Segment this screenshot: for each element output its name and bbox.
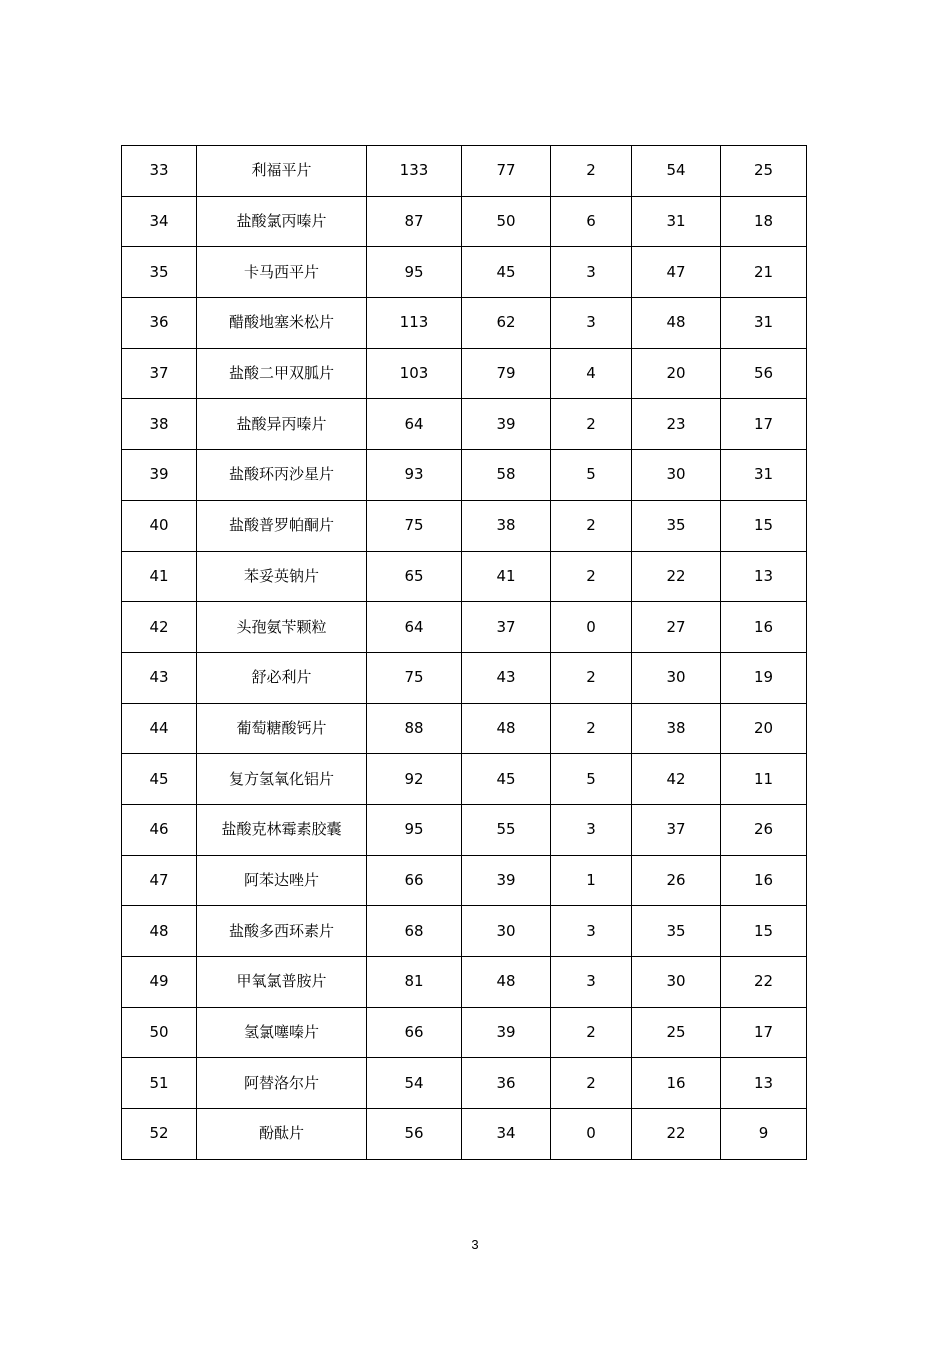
table-cell-value-4: 38 [632,703,721,754]
table-body [122,146,807,1160]
table-row [122,146,807,197]
table-cell-value-3: 5 [551,754,632,805]
table-cell-value-1: 64 [367,399,462,450]
table-cell-drug-name: 利福平片 [197,146,367,197]
table-cell-value-2: 36 [462,1058,551,1109]
table-cell-value-5: 17 [721,399,807,450]
table-cell-value-5: 18 [721,196,807,247]
table-cell-row-index: 48 [122,906,197,957]
table-row [122,602,807,653]
table-cell-row-index: 37 [122,348,197,399]
table-row [122,1058,807,1109]
table-cell-value-5: 20 [721,703,807,754]
table-cell-drug-name: 盐酸环丙沙星片 [197,450,367,501]
table-cell-value-3: 2 [551,399,632,450]
table-row [122,500,807,551]
table-row [122,450,807,501]
table-cell-value-5: 25 [721,146,807,197]
table-cell-value-1: 68 [367,906,462,957]
table-cell-drug-name: 舒必利片 [197,652,367,703]
table-cell-value-2: 58 [462,450,551,501]
table-row [122,1007,807,1058]
table-cell-row-index: 35 [122,247,197,298]
table-cell-value-1: 81 [367,957,462,1008]
table-cell-value-4: 30 [632,652,721,703]
table-cell-row-index: 33 [122,146,197,197]
table-cell-value-2: 34 [462,1109,551,1160]
table-row [122,703,807,754]
table-cell-value-2: 38 [462,500,551,551]
table-cell-value-2: 43 [462,652,551,703]
table-cell-value-2: 30 [462,906,551,957]
table-cell-drug-name: 头孢氨苄颗粒 [197,602,367,653]
table-cell-value-5: 9 [721,1109,807,1160]
table-cell-value-2: 39 [462,399,551,450]
table-cell-value-3: 5 [551,450,632,501]
table-cell-value-1: 65 [367,551,462,602]
table-cell-drug-name: 盐酸普罗帕酮片 [197,500,367,551]
table-cell-row-index: 39 [122,450,197,501]
table-cell-drug-name: 盐酸异丙嗪片 [197,399,367,450]
table-cell-row-index: 46 [122,804,197,855]
table-cell-drug-name: 盐酸克林霉素胶囊 [197,804,367,855]
table-cell-value-1: 66 [367,855,462,906]
table-cell-value-2: 50 [462,196,551,247]
table-cell-value-5: 15 [721,906,807,957]
table-cell-value-5: 19 [721,652,807,703]
table-cell-value-3: 2 [551,500,632,551]
table-row [122,247,807,298]
table-cell-value-3: 6 [551,196,632,247]
table-cell-drug-name: 盐酸氯丙嗪片 [197,196,367,247]
table-cell-row-index: 38 [122,399,197,450]
table-cell-drug-name: 阿苯达唑片 [197,855,367,906]
table-cell-drug-name: 氢氯噻嗪片 [197,1007,367,1058]
table-cell-value-4: 31 [632,196,721,247]
table-row [122,1109,807,1160]
table-cell-row-index: 44 [122,703,197,754]
table-cell-row-index: 51 [122,1058,197,1109]
table-cell-drug-name: 阿替洛尔片 [197,1058,367,1109]
table-cell-value-4: 23 [632,399,721,450]
table-cell-drug-name: 酚酞片 [197,1109,367,1160]
table-cell-value-1: 87 [367,196,462,247]
table-row [122,855,807,906]
table-cell-value-1: 93 [367,450,462,501]
table-cell-row-index: 47 [122,855,197,906]
table-cell-value-2: 45 [462,247,551,298]
table-cell-value-2: 39 [462,1007,551,1058]
table-cell-value-5: 31 [721,298,807,349]
table-cell-drug-name: 盐酸二甲双胍片 [197,348,367,399]
table-cell-value-1: 95 [367,247,462,298]
table-cell-value-5: 13 [721,1058,807,1109]
table-cell-value-3: 2 [551,652,632,703]
table-cell-value-5: 17 [721,1007,807,1058]
table-cell-value-2: 55 [462,804,551,855]
table-cell-value-5: 31 [721,450,807,501]
table-cell-value-2: 79 [462,348,551,399]
table-cell-value-3: 0 [551,1109,632,1160]
table-row [122,399,807,450]
table-cell-value-1: 113 [367,298,462,349]
table-cell-drug-name: 葡萄糖酸钙片 [197,703,367,754]
table-cell-drug-name: 盐酸多西环素片 [197,906,367,957]
table-cell-value-3: 3 [551,906,632,957]
table-cell-value-2: 39 [462,855,551,906]
table-cell-value-1: 56 [367,1109,462,1160]
table-cell-drug-name: 卡马西平片 [197,247,367,298]
table-cell-value-4: 22 [632,551,721,602]
table-cell-value-4: 27 [632,602,721,653]
table-cell-value-5: 22 [721,957,807,1008]
table-cell-value-2: 41 [462,551,551,602]
table-row [122,348,807,399]
table-cell-value-4: 48 [632,298,721,349]
table-cell-value-4: 26 [632,855,721,906]
table-cell-value-1: 103 [367,348,462,399]
table-cell-value-1: 95 [367,804,462,855]
table-cell-value-1: 133 [367,146,462,197]
table-row [122,551,807,602]
table-cell-drug-name: 醋酸地塞米松片 [197,298,367,349]
table-cell-row-index: 52 [122,1109,197,1160]
table-row [122,652,807,703]
table-cell-row-index: 42 [122,602,197,653]
table-cell-row-index: 43 [122,652,197,703]
table-cell-value-2: 62 [462,298,551,349]
table-cell-value-4: 35 [632,500,721,551]
table-cell-value-5: 26 [721,804,807,855]
table-cell-value-3: 2 [551,703,632,754]
table-cell-value-3: 2 [551,551,632,602]
table-cell-value-2: 45 [462,754,551,805]
table-cell-value-1: 54 [367,1058,462,1109]
table-cell-value-2: 77 [462,146,551,197]
table-cell-value-3: 1 [551,855,632,906]
data-table [121,145,807,1160]
table-cell-drug-name: 苯妥英钠片 [197,551,367,602]
table-cell-row-index: 49 [122,957,197,1008]
table-row [122,196,807,247]
table-cell-value-5: 15 [721,500,807,551]
table-row [122,754,807,805]
table-cell-value-4: 47 [632,247,721,298]
table-cell-value-4: 20 [632,348,721,399]
table-row [122,804,807,855]
table-cell-value-5: 21 [721,247,807,298]
table-cell-value-3: 2 [551,1058,632,1109]
table-cell-value-4: 30 [632,957,721,1008]
table-cell-value-4: 54 [632,146,721,197]
table-cell-value-1: 88 [367,703,462,754]
table-cell-value-5: 56 [721,348,807,399]
table-cell-value-5: 16 [721,855,807,906]
table-cell-row-index: 50 [122,1007,197,1058]
table-cell-value-3: 2 [551,146,632,197]
table-cell-value-4: 16 [632,1058,721,1109]
table-cell-value-1: 66 [367,1007,462,1058]
table-cell-value-4: 30 [632,450,721,501]
table-cell-value-5: 13 [721,551,807,602]
table-cell-value-5: 16 [721,602,807,653]
table-cell-drug-name: 甲氧氯普胺片 [197,957,367,1008]
table-cell-row-index: 41 [122,551,197,602]
page-number: 3 [471,1237,479,1252]
table-cell-value-2: 48 [462,957,551,1008]
table-cell-value-1: 92 [367,754,462,805]
table-cell-value-4: 35 [632,906,721,957]
table-cell-value-1: 64 [367,602,462,653]
table-cell-row-index: 40 [122,500,197,551]
table-cell-value-3: 3 [551,247,632,298]
table-cell-value-3: 3 [551,298,632,349]
table-cell-value-4: 22 [632,1109,721,1160]
table-cell-value-3: 3 [551,804,632,855]
table-cell-value-4: 37 [632,804,721,855]
table-cell-row-index: 36 [122,298,197,349]
table-cell-value-2: 48 [462,703,551,754]
table-cell-value-3: 3 [551,957,632,1008]
table-cell-value-4: 42 [632,754,721,805]
table-cell-value-4: 25 [632,1007,721,1058]
table-cell-row-index: 34 [122,196,197,247]
table-cell-value-5: 11 [721,754,807,805]
table-cell-drug-name: 复方氢氧化铝片 [197,754,367,805]
table-row [122,298,807,349]
table-row [122,957,807,1008]
table-cell-value-3: 4 [551,348,632,399]
table-row [122,906,807,957]
table-cell-row-index: 45 [122,754,197,805]
table-cell-value-1: 75 [367,652,462,703]
table-cell-value-3: 2 [551,1007,632,1058]
table-cell-value-1: 75 [367,500,462,551]
table-cell-value-3: 0 [551,602,632,653]
table-cell-value-2: 37 [462,602,551,653]
